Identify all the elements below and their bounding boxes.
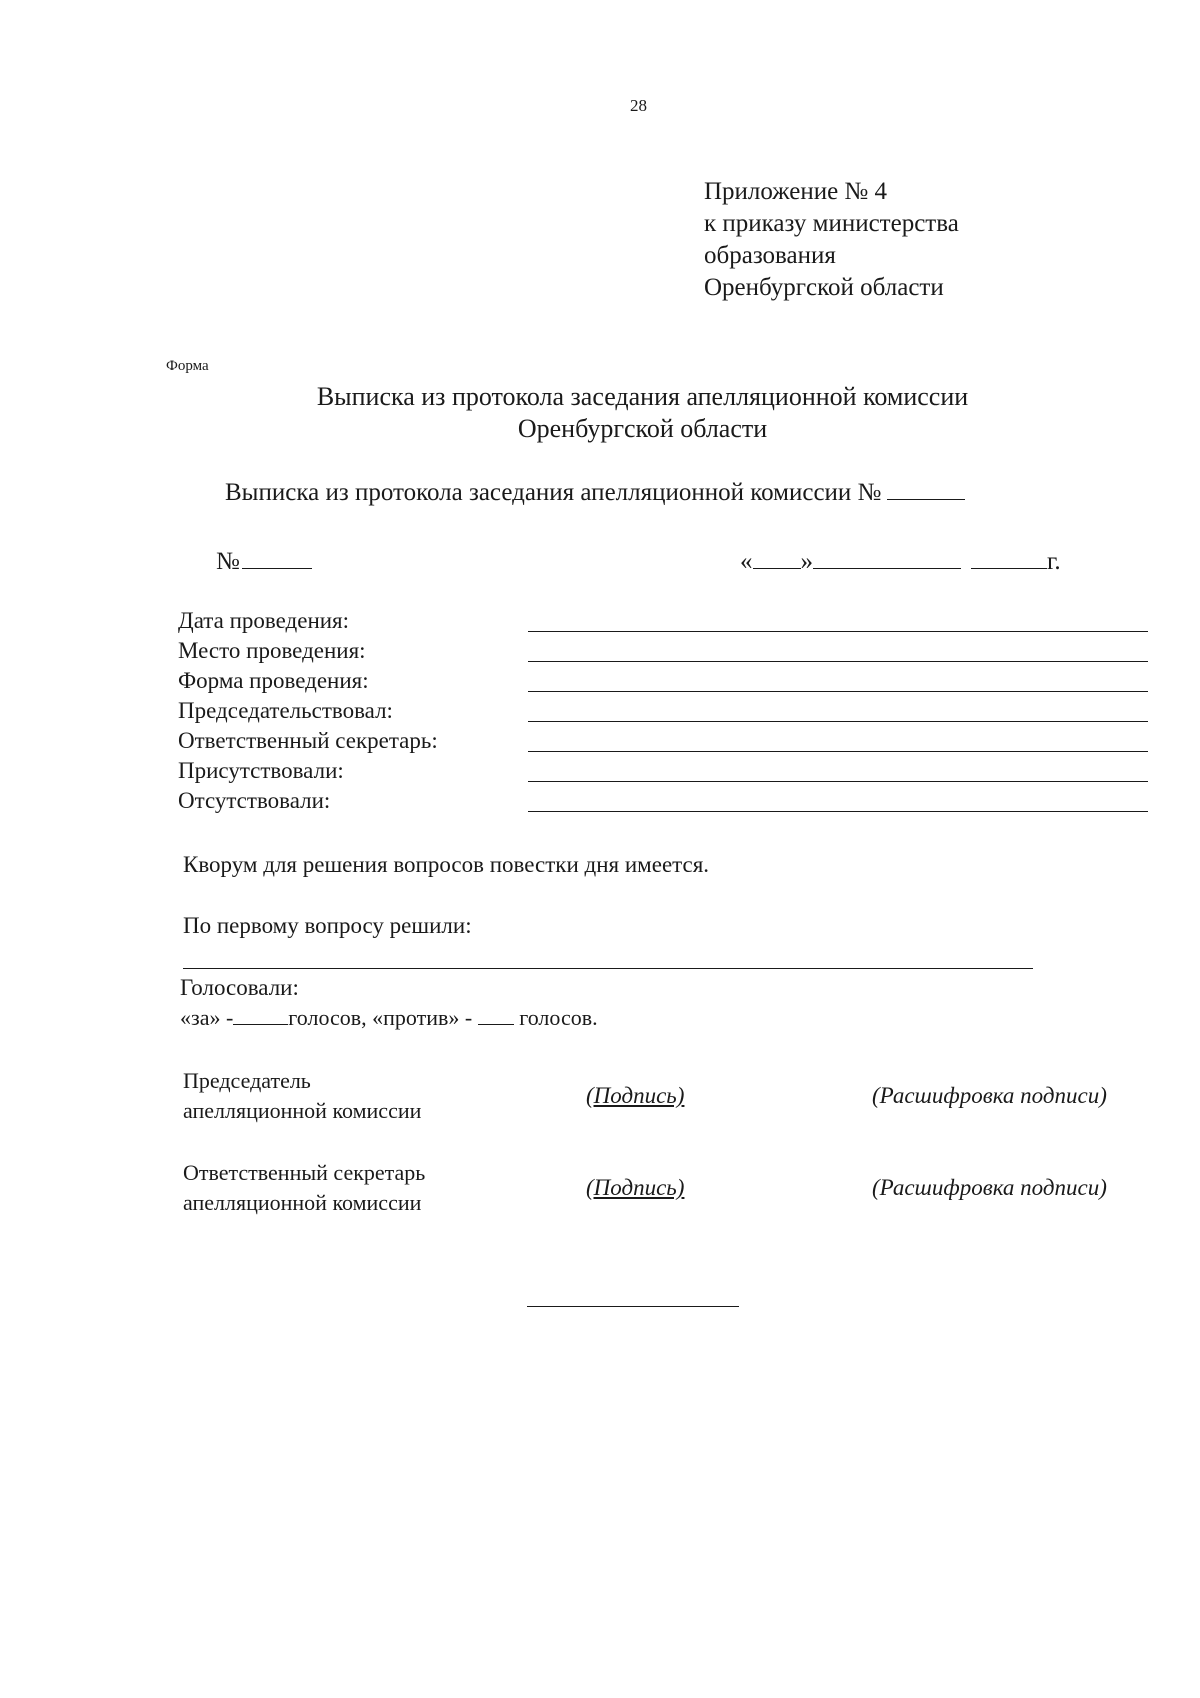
details-label: Форма проведения: — [178, 668, 369, 693]
extract-heading-text: Выписка из протокола заседания апелляционной комиссии № — [225, 479, 882, 506]
appendix-line-1: Приложение № 4 — [704, 178, 888, 205]
form-label: Форма — [166, 358, 209, 374]
details-label: Ответственный секретарь: — [178, 728, 438, 753]
document-title-line-2: Оренбургской области — [517, 414, 768, 443]
document-title-line-1: Выписка из протокола заседания апелляционной комиссии — [316, 382, 969, 411]
details-label: Место проведения: — [178, 638, 366, 663]
details-row-date — [178, 606, 1148, 636]
decision-fill-line[interactable] — [183, 968, 1033, 969]
votes-for-suffix: голосов, «против» - — [288, 1005, 473, 1030]
details-fill-line[interactable] — [528, 721, 1148, 722]
first-question-label: По первому вопросу решили: — [183, 913, 472, 938]
date-line — [740, 548, 1061, 576]
signature-role-line: Председатель — [183, 1068, 311, 1093]
extract-heading — [225, 479, 965, 507]
secretary-signature-decoding[interactable]: (Расшифровка подписи) — [872, 1175, 1107, 1200]
meeting-details-list — [178, 606, 1148, 816]
details-row-secretary — [178, 726, 1148, 756]
year-suffix: г. — [1047, 548, 1061, 575]
quorum-statement: Кворум для решения вопросов повестки дня имеется. — [183, 852, 710, 877]
voting-label: Голосовали: — [180, 975, 299, 1000]
votes-against-blank[interactable] — [478, 1006, 514, 1025]
details-fill-line[interactable] — [528, 751, 1148, 752]
number-blank[interactable] — [242, 548, 312, 569]
votes-against-suffix: голосов. — [519, 1005, 598, 1030]
secretary-signature-role — [183, 1158, 425, 1218]
document-title — [200, 381, 1085, 445]
month-blank[interactable] — [813, 548, 961, 569]
details-row-place — [178, 636, 1148, 666]
details-fill-line[interactable] — [528, 811, 1148, 812]
number-prefix: № — [216, 548, 240, 575]
details-label: Отсутствовали: — [178, 788, 331, 813]
year-blank[interactable] — [971, 548, 1047, 569]
details-fill-line[interactable] — [528, 781, 1148, 782]
details-row-present — [178, 756, 1148, 786]
number-line — [216, 548, 312, 576]
appendix-block — [704, 176, 959, 304]
extract-number-blank[interactable] — [887, 479, 965, 500]
date-open-quote: « — [740, 548, 753, 575]
details-row-form — [178, 666, 1148, 696]
details-label: Председательствовал: — [178, 698, 393, 723]
votes-for-prefix: «за» - — [180, 1005, 234, 1030]
page-number: 28 — [630, 96, 647, 115]
date-close-quote: » — [800, 548, 813, 575]
chair-signature-decoding[interactable]: (Расшифровка подписи) — [872, 1083, 1107, 1108]
appendix-line-2: к приказу министерства — [704, 210, 959, 237]
details-fill-line[interactable] — [528, 661, 1148, 662]
secretary-signature-field[interactable]: (Подпись) — [586, 1175, 685, 1200]
details-row-absent — [178, 786, 1148, 816]
details-row-chair — [178, 696, 1148, 726]
chair-signature-field[interactable]: (Подпись) — [586, 1083, 685, 1108]
details-fill-line[interactable] — [528, 691, 1148, 692]
details-label: Дата проведения: — [178, 608, 350, 633]
signature-role-line: апелляционной комиссии — [183, 1098, 422, 1123]
day-blank[interactable] — [753, 548, 801, 569]
signature-role-line: Ответственный секретарь — [183, 1160, 426, 1185]
details-label: Присутствовали: — [178, 758, 344, 783]
appendix-line-4: Оренбургской области — [704, 274, 944, 301]
votes-for-blank[interactable] — [233, 1006, 288, 1025]
votes-line — [180, 1005, 598, 1031]
signature-role-line: апелляционной комиссии — [183, 1190, 422, 1215]
chair-signature-role — [183, 1066, 421, 1126]
details-fill-line[interactable] — [528, 631, 1148, 632]
appendix-line-3: образования — [704, 242, 836, 269]
end-divider — [527, 1306, 739, 1307]
